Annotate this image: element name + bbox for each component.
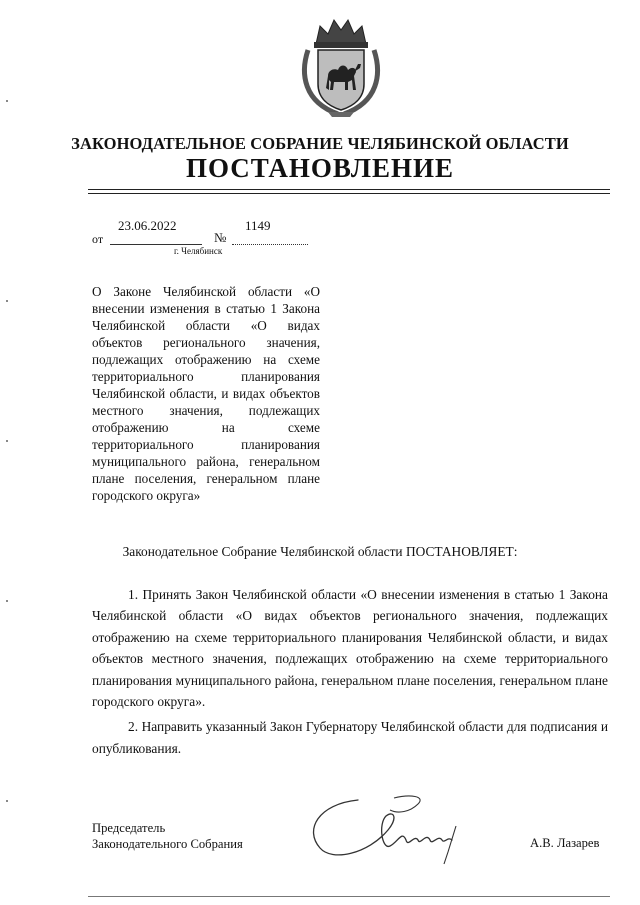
city-label: г. Челябинск	[174, 246, 223, 256]
number-underline	[232, 244, 308, 245]
date-underline	[110, 244, 202, 245]
signatory-name: А.В. Лазарев	[530, 836, 600, 850]
signatory-title-line2: Законодательного Собрания	[92, 837, 243, 851]
coat-of-arms-icon	[298, 14, 384, 118]
scan-mark	[6, 300, 8, 302]
date-prefix: от	[92, 232, 104, 246]
header-divider-thin	[88, 193, 610, 194]
paragraph-2: 2. Направить указанный Закон Губернатору Челябинской области для подписания и опубликования.	[92, 719, 608, 756]
preamble: Законодательное Собрание Челябинской области ПОСТАНОВЛЯЕТ:	[122, 544, 518, 559]
paragraph-1: 1. Принять Закон Челябинской области «О внесении изменения в статью 1 Закона Челябинской области «О видах объектов регионального значения, подлежащих отображению на схеме территориального планирования Челябинской области, и видах объектов местного значения, подлежащих отображению на схеме территориального планирования муниципального района, генеральном плане поселения, генеральном плане городского округа».	[92, 587, 608, 710]
scan-mark	[6, 440, 8, 442]
number-sign: №	[214, 230, 227, 245]
scan-mark	[6, 600, 8, 602]
organization-name: ЗАКОНОДАТЕЛЬНОЕ СОБРАНИЕ ЧЕЛЯБИНСКОЙ ОБЛАСТИ	[71, 134, 569, 153]
signatory-title-line1: Председатель	[92, 821, 166, 835]
scan-mark	[6, 100, 8, 102]
document-number: 1149	[245, 218, 271, 233]
scan-mark	[6, 800, 8, 802]
document-date: 23.06.2022	[118, 218, 177, 233]
footer-divider	[88, 896, 610, 897]
document-type-title: ПОСТАНОВЛЕНИЕ	[185, 153, 455, 183]
document-subject: О Законе Челябинской области «О внесении изменения в статью 1 Закона Челябинской области «О видах объектов регионального значения, подлежащих отображению на схеме территориального планирования Челябинской области, и видах объектов местного значения, подлежащих отображению на схеме территориального планирования муниципального района, генеральном плане поселения, генеральном плане городского округа»	[92, 284, 320, 503]
handwritten-signature	[298, 790, 498, 870]
document-body	[92, 584, 608, 759]
header-divider	[88, 189, 610, 190]
signatory-title	[92, 820, 243, 852]
